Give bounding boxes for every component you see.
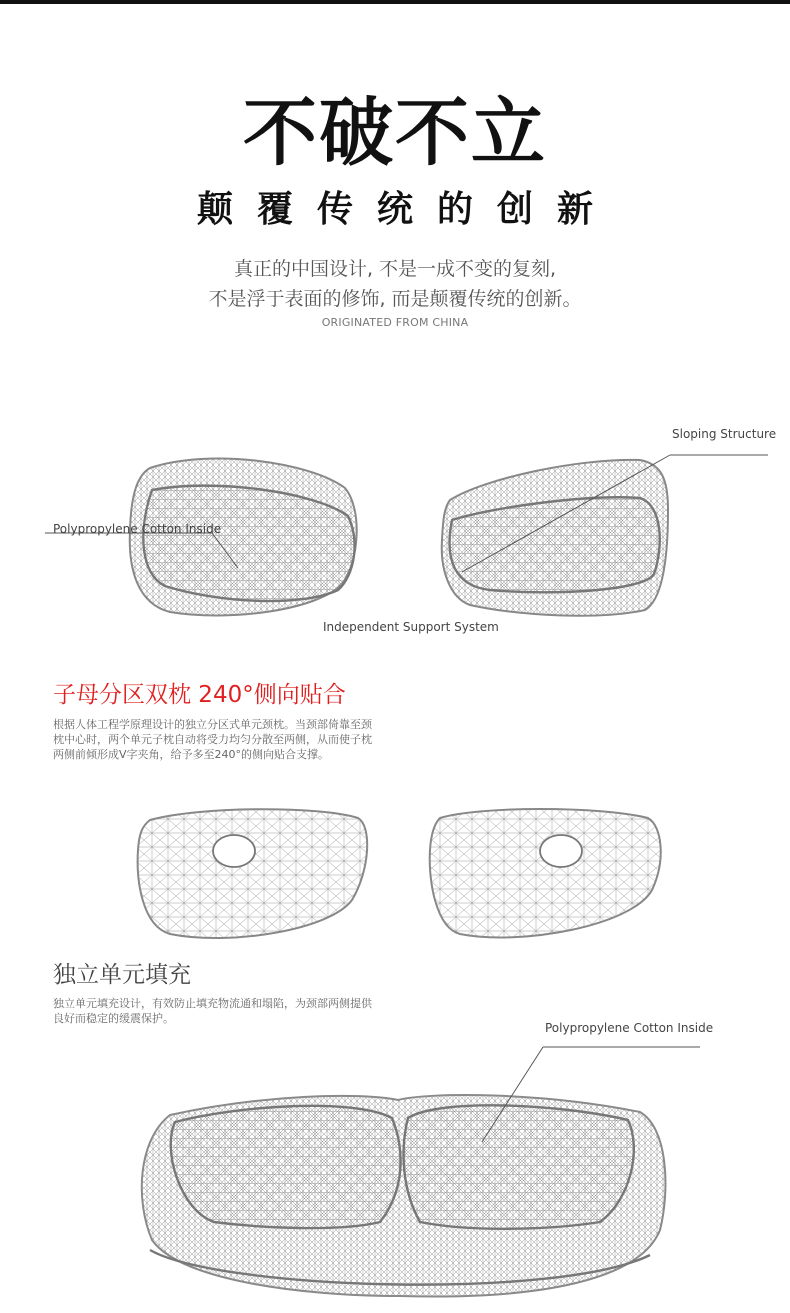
- label-cotton-inside: Polypropylene Cotton Inside: [53, 522, 222, 536]
- label-support-system: Independent Support System: [323, 620, 499, 634]
- section-title-independent-fill: 独立单元填充: [53, 962, 191, 988]
- hero-subtitle: 颠覆传统的创新: [196, 188, 617, 230]
- left-cushion-wireframe: [130, 459, 357, 616]
- section-desc-line-3: 两侧前倾形成V字夹角，给予多至240°的侧向贴合支撑。: [53, 748, 330, 761]
- label-sloping-structure: Sloping Structure: [672, 427, 777, 441]
- intro-line-2: 不是浮于表面的修饰, 而是颠覆传统的创新。: [208, 288, 582, 310]
- section2-desc-line-1: 独立单元填充设计，有效防止填充物流通和塌陷，为颈部两侧提供: [53, 997, 372, 1010]
- combined-pillow-wireframe: [142, 1095, 666, 1296]
- right-flat-pad-wireframe: [430, 809, 661, 937]
- intro-english: ORIGINATED FROM CHINA: [321, 316, 469, 329]
- intro-line-1: 真正的中国设计, 不是一成不变的复刻,: [233, 258, 557, 280]
- label-cotton-inside-bottom: Polypropylene Cotton Inside: [545, 1021, 714, 1035]
- hero-title: 不破不立: [243, 90, 547, 176]
- section2-desc-line-2: 良好而稳定的缓震保护。: [53, 1012, 174, 1025]
- section-desc-line-2: 枕中心时，两个单元子枕自动将受力均匀分散至两侧，从而使子枕: [53, 733, 372, 746]
- section-title-dual-pillow: 子母分区双枕 240°侧向贴合: [53, 682, 346, 708]
- right-cushion-wireframe: [442, 460, 668, 616]
- section-desc-line-1: 根据人体工程学原理设计的独立分区式单元颈枕。当颈部倚靠至颈: [53, 718, 372, 731]
- left-flat-pad-wireframe: [138, 809, 368, 938]
